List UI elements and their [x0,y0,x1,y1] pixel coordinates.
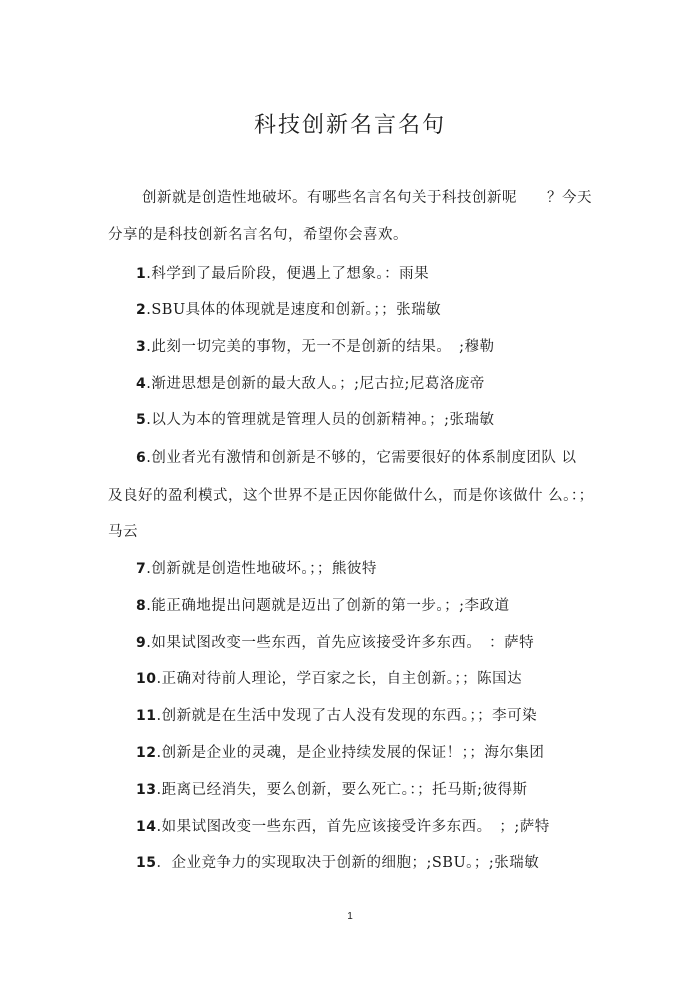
item-text: .以人为本的管理就是管理人员的创新精神。；;张瑞敏 [146,412,495,428]
list-item-9 [136,631,534,652]
list-item-7 [136,557,377,578]
list-item-6-cont-1: 及良好的盈利模式，这个世界不是正因你能做什么，而是你该做什 么。：； [108,488,594,504]
list-item-3 [136,335,495,356]
item-text: .如果试图改变一些东西，首先应该接受许多东西。 ；;萨特 [156,819,550,835]
intro-line-2: 分享的是科技创新名言名句，希望你会喜欢。 [108,227,408,243]
item-text: .创新就是在生活中发现了古人没有发现的东西。；；李可染 [156,708,538,724]
list-item-15 [136,851,539,872]
item-text: .能正确地提出问题就是迈出了创新的第一步。；;李政道 [146,598,510,614]
item-number: 11 [136,708,157,724]
item-text: .此刻一切完美的事物，无一不是创新的结果。 ;穆勒 [146,339,495,355]
list-item-6-cont-2: 马云 [108,524,138,540]
item-number: 4 [136,376,147,392]
list-item-14 [136,815,550,836]
list-item-1 [136,262,429,283]
list-item-4 [136,372,485,393]
item-text: .正确对待前人理论，学百家之长，自主创新。；；陈国达 [156,671,523,687]
item-number: 7 [136,561,147,577]
item-number: 15 [136,855,157,871]
page-number: 1 [347,911,353,922]
item-text: .SBU具体的体现就是速度和创新。；；张瑞敏 [146,302,442,318]
item-number: 10 [136,671,157,687]
item-number: 9 [136,635,147,651]
item-number: 2 [136,302,147,318]
item-number: 13 [136,782,157,798]
item-number: 6 [136,450,147,466]
item-number: 1 [136,266,147,282]
list-item-10 [136,667,522,688]
item-number: 14 [136,819,157,835]
list-item-6 [136,446,576,467]
list-item-2 [136,298,441,319]
item-text: ．企业竞争力的实现取决于创新的细胞；;SBU。；;张瑞敏 [156,855,540,871]
item-number: 5 [136,412,147,428]
item-text: .创新是企业的灵魂，是企业持续发展的保证！；；海尔集团 [156,745,545,761]
item-number: 3 [136,339,147,355]
item-number: 8 [136,598,147,614]
intro-line-1: 创新就是创造性地破坏。有哪些名言名句关于科技创新呢 ？今天 [142,190,592,206]
list-item-5 [136,408,495,429]
list-item-11 [136,704,537,725]
item-text: .创新就是创造性地破坏。；；熊彼特 [146,561,377,577]
list-item-12 [136,741,544,762]
item-text: .如果试图改变一些东西，首先应该接受许多东西。 ：萨特 [146,635,535,651]
item-text: .创业者光有激情和创新是不够的，它需要很好的体系制度团队 以 [146,450,577,466]
item-text: .距离已经消失，要么创新，要么死亡。：；托马斯;彼得斯 [156,782,528,798]
item-text: .科学到了最后阶段，便遇上了想象。：雨果 [146,266,430,282]
item-number: 12 [136,745,157,761]
page-title: 科技创新名言名句 [253,113,446,138]
item-text: .渐进思想是创新的最大敌人。；;尼古拉;尼葛洛庞帝 [146,376,485,392]
list-item-13 [136,778,527,799]
list-item-8 [136,594,510,615]
